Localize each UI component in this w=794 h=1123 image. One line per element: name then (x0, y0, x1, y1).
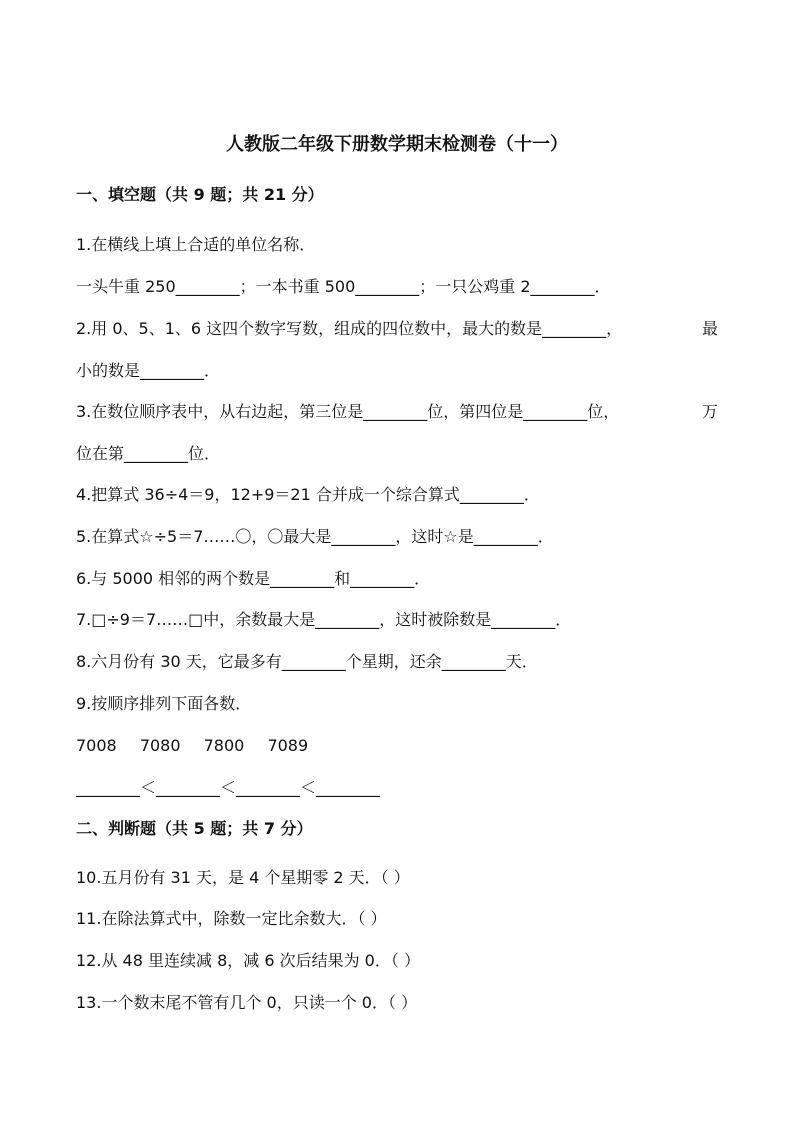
question-6: 6.与 5000 相邻的两个数是________和________． (76, 569, 431, 588)
question-2-text: 2.用 0、5、1、6 这四个数字写数，组成的四位数中，最大的数是________， (76, 319, 623, 338)
question-1: 1.在横线上填上合适的单位名称． (76, 235, 316, 254)
question-3-line-2: 位在第________位． (76, 444, 221, 463)
question-4: 4.把算式 36÷4＝9，12+9＝21 合并成一个综合算式________． (76, 485, 540, 504)
question-3-wrap-char: 万 (701, 402, 718, 421)
question-9-blanks: ________＜________＜________＜________ (76, 778, 381, 797)
question-5: 5.在算式☆÷5＝7……〇，〇最大是________，这时☆是________． (76, 527, 554, 546)
number-item: 7008 (76, 736, 117, 755)
question-7: 7.□÷9＝7……□中，余数最大是________，这时被除数是________． (76, 610, 572, 629)
question-3-line-1 (76, 400, 718, 424)
question-2-line-1 (76, 317, 718, 341)
question-1-detail: 一头牛重 250________；一本书重 500________；一只公鸡重 2________． (76, 277, 611, 296)
question-9: 9.按顺序排列下面各数． (76, 694, 252, 713)
number-item: 7800 (203, 736, 245, 755)
section-true-false-heading: 二、判断题（共 5 题；共 7 分） (76, 819, 313, 838)
question-9-numbers (76, 734, 326, 758)
question-13: 13.一个数末尾不管有几个 0，只读一个 0．（ ） (76, 993, 418, 1012)
exam-title: 人教版二年级下册数学期末检测卷（十一） (226, 134, 568, 155)
question-8: 8.六月份有 30 天，它最多有________个星期，还余________天． (76, 652, 538, 671)
question-2-line-2: 小的数是________． (76, 361, 221, 380)
question-10: 10.五月份有 31 天，是 4 个星期零 2 天．（ ） (76, 868, 410, 887)
question-2-wrap-char: 最 (701, 319, 718, 338)
question-3-text: 3.在数位顺序表中，从右边起，第三位是________位，第四位是________位， (76, 402, 620, 421)
section-fill-in-heading: 一、填空题（共 9 题；共 21 分） (76, 185, 324, 204)
number-item: 7089 (267, 736, 309, 755)
question-12: 12.从 48 里连续减 8，减 6 次后结果为 0．（ ） (76, 951, 420, 970)
question-11: 11.在除法算式中，除数一定比余数大．（ ） (76, 909, 387, 928)
number-item: 7080 (139, 736, 181, 755)
